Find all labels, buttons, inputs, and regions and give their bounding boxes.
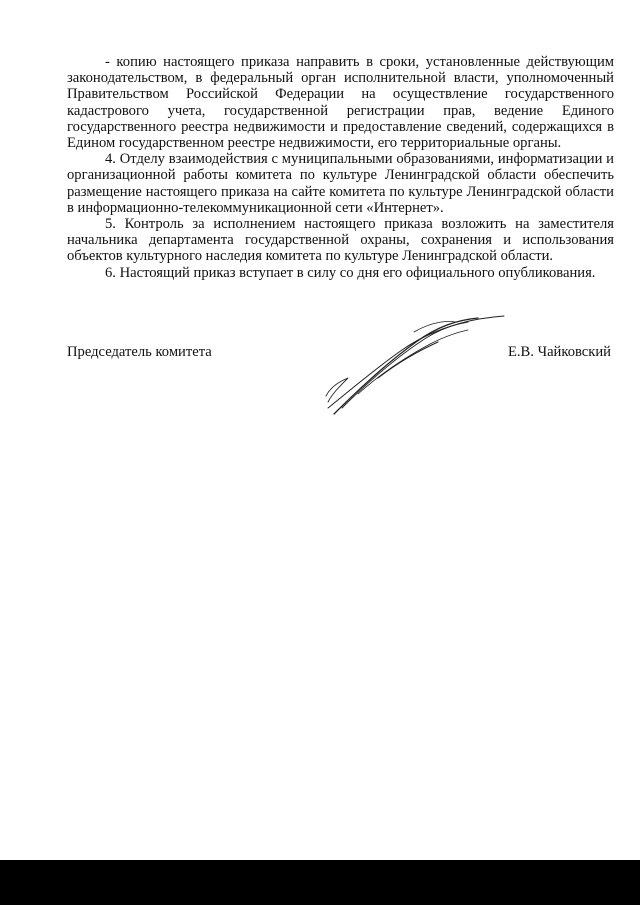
paragraph-copy-directive: - копию настоящего приказа направить в сроки, установленные действующим законодательством, в федеральный орган исполнительной власти, уполномоченный Правительством Российской Федерации на осуществление государственного кадастрового учета, государственной регистрации прав, ведение Единого государственного реестра недвижимости и предоставление сведений, содержащихся в Едином государственном реестре недвижимости, его территориальные органы. bbox=[67, 54, 614, 152]
document-body bbox=[67, 54, 614, 281]
paragraph-item-6: 6. Настоящий приказ вступает в силу со дня его официального опубликования. bbox=[105, 264, 596, 281]
scan-bottom-border bbox=[0, 860, 640, 905]
signature-block bbox=[67, 344, 614, 364]
paragraph-item-4: 4. Отделу взаимодействия с муниципальными образованиями, информатизации и организационной работы комитета по культуре Ленинградской области обеспечить размещение настоящего приказа на сайте комитета по культуре Ленинградской области в информационно-телекоммуникационной сети «Интернет». bbox=[67, 151, 614, 216]
signatory-title: Председатель комитета bbox=[67, 344, 212, 360]
signatory-name: Е.В. Чайковский bbox=[507, 344, 611, 360]
paragraph-item-5: 5. Контроль за исполнением настоящего приказа возложить на заместителя начальника департамента государственной охраны, сохранения и использования объектов культурного наследия комитета по культуре Ленинградской области. bbox=[67, 216, 614, 265]
handwritten-signature bbox=[318, 312, 508, 420]
